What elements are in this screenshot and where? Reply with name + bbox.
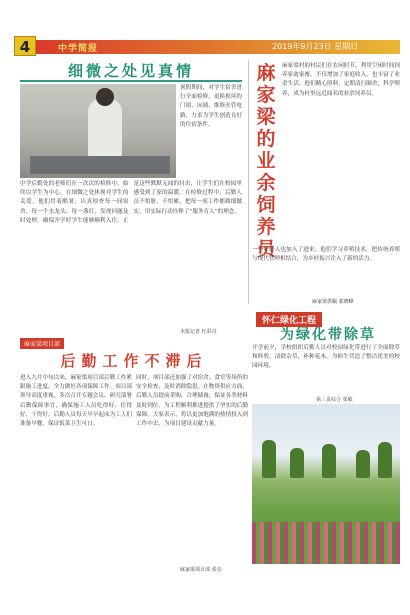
page-number: 4: [14, 36, 36, 56]
article2-credit: 麻家梁供稿 郭晓峰: [312, 299, 354, 305]
article2-text: 麻家梁村的村民们在农闲时节，利用空闲时间饲养家禽家畜，不仅增加了家庭收入，也丰富了业余生活。他们精心照料，定期清扫圈舍，科学喂养，成为村里远近闻名的业余饲养员。: [282, 63, 400, 97]
photo-person: [88, 98, 122, 160]
photo-tree: [262, 440, 276, 478]
article4-credit: 麻家梁项目部 张亮: [180, 567, 222, 573]
article1-text-bottom: 中学后勤处的老师们在一次次的检修中，始终以学生为中心，在细微之处体现对学生的关爱。他们冒着酷暑，认真检查每一间宿舍、每一个水龙头、每一盏灯，发现问题及时处理，确保开学时学生能够顺利入住。正是这些默默无闻的付出，让学生们在校园里感受到了家的温暖。在检修过程中，后勤人员不怕脏、不怕累，把每一项工作都做细做实，用实际行动诠释了“服务育人”的理念。: [20, 181, 242, 224]
photo-tree: [290, 448, 304, 478]
article1-text-right: 暑假期间，对学生宿舍进行全面检修，更换损坏的门窗、床铺，维修水管电路，力求为学生创造良好的住宿条件。: [180, 85, 242, 128]
photo-tree: [356, 450, 370, 478]
article2-text-continued: 一些年轻人也加入了进来，他们学习养殖技术，把传统养殖与现代管理相结合，为乡村振兴注入了新的活力。: [252, 247, 400, 263]
photo-workbench: [30, 156, 170, 174]
article1-title: 细微之处见真情: [67, 62, 194, 80]
article2-title: 麻家梁的业余饲养员: [256, 62, 276, 260]
photo-person-head: [96, 88, 114, 106]
article1-credit: 本报记者 杜彩丹: [180, 329, 217, 335]
page-header: [0, 0, 410, 56]
photo-tree: [322, 444, 336, 478]
article4-label: 麻家梁项目部: [20, 338, 64, 349]
article3-label: 怀仁绿化工程: [256, 312, 322, 327]
article4-text-right: 同时，项目部还加强了对宿舍、食堂等场所的安全检查，及时消除隐患。在物资供应方面，后勤人员提前采购、合理储备，保证各类材料及时到位，为工程顺利推进提供了坚实的后勤保障。大家表示，将以更加饱满的热情投入到工作中去，为项目建设贡献力量。: [136, 375, 248, 428]
article3-photo: [252, 404, 400, 564]
issue-date: 2019年9月23日 星期日: [272, 42, 359, 51]
paper-name: 中学简报: [58, 44, 99, 54]
article1-title-underline: [20, 80, 242, 82]
article3-credit: 第三页综合 张敏: [316, 397, 353, 403]
article4-title: 后勤工作不滞后: [60, 352, 208, 370]
article3-title: 为绿化带除草: [280, 327, 376, 343]
article4-text-left: 进入九月中旬以来，麻家梁项目部后勤工作紧跟施工进度，全力做好各项保障工作。项目部领导高度重视，多次召开专题会议，研究部署后勤保障事宜，确保施工人员吃得好、住得好、干得好。后勤人员每天早早起床为工人们准备早餐，保证饭菜卫生可口。: [20, 375, 132, 428]
photo-flower-bed: [252, 522, 400, 564]
article3-text: 开学前夕，学校组织后勤人员对校园绿化带进行了全面除草和修剪，清除杂草，补种花木，为师生营造了整洁优美的校园环境。: [252, 345, 400, 370]
article1-photo: [20, 84, 176, 178]
photo-tree: [378, 442, 392, 478]
